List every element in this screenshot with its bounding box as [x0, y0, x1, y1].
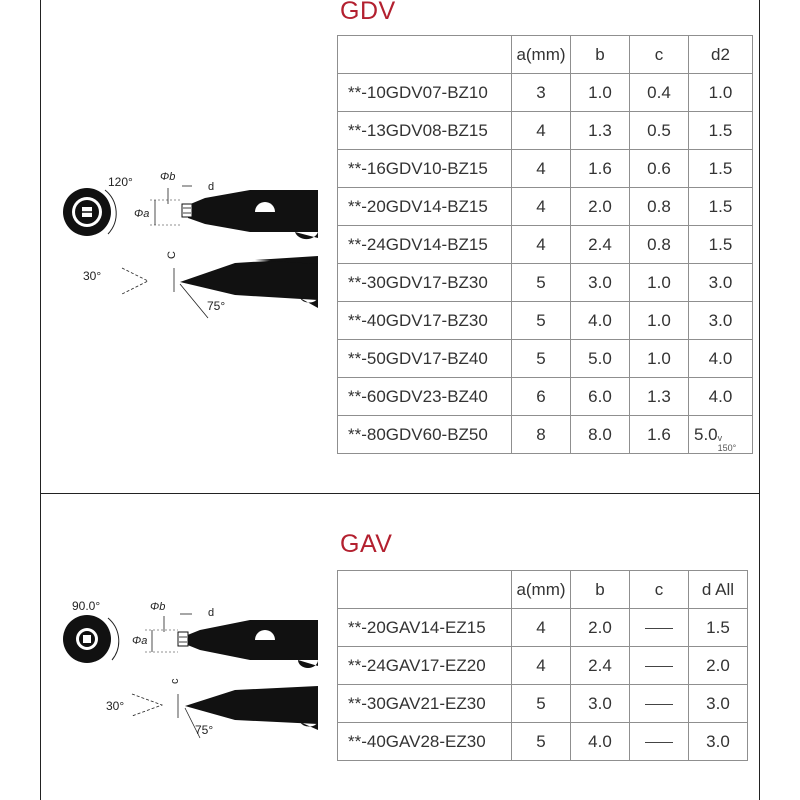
- header-a: a(mm): [512, 36, 571, 74]
- gav-spec-table: [337, 570, 748, 761]
- cell-c: 1.0: [630, 340, 689, 378]
- cell-a: 5: [512, 723, 571, 761]
- cell-c: 0.4: [630, 74, 689, 112]
- note-mark: v: [717, 432, 723, 443]
- dash-mark: [645, 666, 673, 667]
- cell-model: **-40GAV28-EZ30: [338, 723, 512, 761]
- cell-a: 3: [512, 74, 571, 112]
- gdv-front-angle-label: 120°: [108, 175, 133, 189]
- gav-tip-angle-label: 75°: [195, 723, 214, 737]
- cell-c: [630, 685, 689, 723]
- cell-b: 3.0: [571, 264, 630, 302]
- dash-mark: [645, 628, 673, 629]
- cell-b: 2.4: [571, 226, 630, 264]
- cell-b: 3.0: [571, 685, 630, 723]
- cell-a: 6: [512, 378, 571, 416]
- cell-d: 1.5: [689, 609, 748, 647]
- cell-d: 4.0: [689, 340, 753, 378]
- cell-b: 8.0: [571, 416, 630, 454]
- table-row: [338, 74, 753, 112]
- cell-b: 5.0: [571, 340, 630, 378]
- table-row: [338, 188, 753, 226]
- cell-c: [630, 723, 689, 761]
- cell-b: 1.3: [571, 112, 630, 150]
- dash-mark: [645, 742, 673, 743]
- gav-tip-diagram: [50, 594, 340, 744]
- cell-a: 4: [512, 609, 571, 647]
- cell-a: 4: [512, 150, 571, 188]
- cell-c: 1.3: [630, 378, 689, 416]
- header-b: b: [571, 36, 630, 74]
- cell-d: [689, 416, 753, 454]
- cell-model: **-10GDV07-BZ10: [338, 74, 512, 112]
- cell-model: **-24GDV14-BZ15: [338, 226, 512, 264]
- gdv-tip-angle-label: 75°: [207, 299, 226, 313]
- cell-c: 1.0: [630, 264, 689, 302]
- dash-mark: [645, 704, 673, 705]
- cell-a: 5: [512, 685, 571, 723]
- cell-model: **-16GDV10-BZ15: [338, 150, 512, 188]
- cell-model: **-80GDV60-BZ50: [338, 416, 512, 454]
- section-title-gdv: GDV: [340, 0, 396, 25]
- section-divider: [40, 493, 760, 494]
- gav-phi-b-label: Φb: [150, 601, 166, 613]
- cell-d: 2.0: [689, 647, 748, 685]
- cell-d: 3.0: [689, 264, 753, 302]
- gdv-spec-table: [337, 35, 753, 454]
- header-c: c: [630, 36, 689, 74]
- cell-model: **-20GAV14-EZ15: [338, 609, 512, 647]
- cell-model: **-20GDV14-BZ15: [338, 188, 512, 226]
- table-row: [338, 416, 753, 454]
- cell-c: [630, 609, 689, 647]
- cell-b: 1.0: [571, 74, 630, 112]
- gav-phi-a-label: Φa: [132, 635, 148, 647]
- cell-d: 1.5: [689, 150, 753, 188]
- table-row: [338, 302, 753, 340]
- table-row: [338, 112, 753, 150]
- table-header-row: [338, 571, 748, 609]
- cell-c: 0.6: [630, 150, 689, 188]
- cell-c: 1.0: [630, 302, 689, 340]
- cell-c: 1.6: [630, 416, 689, 454]
- table-row: [338, 150, 753, 188]
- cell-a: 4: [512, 647, 571, 685]
- cell-b: 4.0: [571, 302, 630, 340]
- cell-c: [630, 647, 689, 685]
- gdv-d-label: d: [208, 181, 215, 193]
- header-c: c: [630, 571, 689, 609]
- cell-a: 5: [512, 302, 571, 340]
- note-angle: 150°: [717, 442, 737, 453]
- gdv-c-label: C: [166, 251, 178, 259]
- gdv-phi-a-label: Φa: [134, 208, 150, 220]
- cell-a: 4: [512, 112, 571, 150]
- cell-model: **-13GDV08-BZ15: [338, 112, 512, 150]
- header-model: [338, 36, 512, 74]
- cell-d: 1.5: [689, 226, 753, 264]
- table-row: [338, 723, 748, 761]
- section-title-gav: GAV: [340, 530, 393, 558]
- cell-c: 0.8: [630, 188, 689, 226]
- cell-b: 6.0: [571, 378, 630, 416]
- cell-d: 3.0: [689, 723, 748, 761]
- cell-a: 4: [512, 188, 571, 226]
- cell-value: 5.0: [694, 424, 718, 444]
- cell-b: 4.0: [571, 723, 630, 761]
- cell-b: 2.0: [571, 609, 630, 647]
- table-row: [338, 340, 753, 378]
- header-d: d2: [689, 36, 753, 74]
- cell-a: 5: [512, 340, 571, 378]
- header-b: b: [571, 571, 630, 609]
- cell-model: **-30GAV21-EZ30: [338, 685, 512, 723]
- cell-model: **-50GDV17-BZ40: [338, 340, 512, 378]
- table-header-row: [338, 36, 753, 74]
- cell-b: 2.4: [571, 647, 630, 685]
- cell-c: 0.8: [630, 226, 689, 264]
- cell-d: 4.0: [689, 378, 753, 416]
- cell-model: **-40GDV17-BZ30: [338, 302, 512, 340]
- table-row: [338, 264, 753, 302]
- table-row: [338, 378, 753, 416]
- table-row: [338, 226, 753, 264]
- cell-a: 8: [512, 416, 571, 454]
- cell-model: **-24GAV17-EZ20: [338, 647, 512, 685]
- cell-d: 1.0: [689, 74, 753, 112]
- frame-right-border: [759, 0, 760, 800]
- cell-b: 1.6: [571, 150, 630, 188]
- cell-b: 2.0: [571, 188, 630, 226]
- cell-d: 1.5: [689, 112, 753, 150]
- cell-value-with-note: [694, 424, 737, 453]
- gdv-tip-diagram: [50, 160, 340, 330]
- cell-c: 0.5: [630, 112, 689, 150]
- cell-a: 5: [512, 264, 571, 302]
- table-row: [338, 647, 748, 685]
- header-a: a(mm): [512, 571, 571, 609]
- cell-d: 3.0: [689, 685, 748, 723]
- table-row: [338, 609, 748, 647]
- table-row: [338, 685, 748, 723]
- angle-note: [718, 433, 737, 453]
- cell-model: **-30GDV17-BZ30: [338, 264, 512, 302]
- header-d: d All: [689, 571, 748, 609]
- cell-d: 3.0: [689, 302, 753, 340]
- header-model: [338, 571, 512, 609]
- gdv-side-angle-label: 30°: [83, 269, 102, 283]
- gav-front-angle-label: 90.0°: [72, 599, 101, 613]
- frame-left-border: [40, 0, 41, 800]
- gdv-phi-b-label: Φb: [160, 171, 176, 183]
- gav-d-label: d: [208, 607, 215, 619]
- gav-side-angle-label: 30°: [106, 699, 125, 713]
- cell-model: **-60GDV23-BZ40: [338, 378, 512, 416]
- cell-a: 4: [512, 226, 571, 264]
- gav-c-label: c: [169, 678, 181, 684]
- cell-d: 1.5: [689, 188, 753, 226]
